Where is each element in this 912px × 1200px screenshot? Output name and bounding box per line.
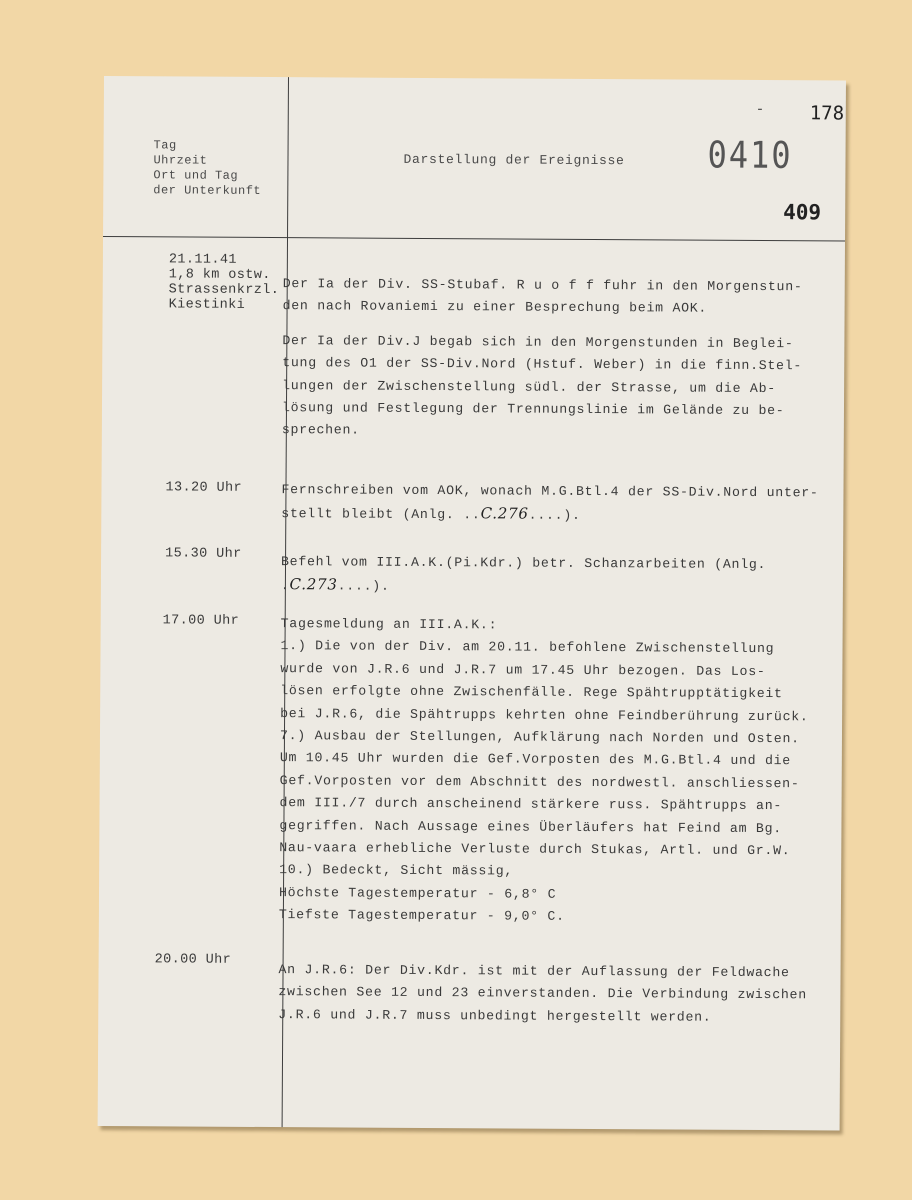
text-line: zwischen See 12 und 23 einverstanden. Die Verbindung zwischen (278, 984, 807, 1003)
text-line: 10.) Bedeckt, Sicht mässig, (279, 862, 514, 879)
text-line: Befehl vom III.A.K.(Pi.Kdr.) betr. Schanzarbeiten (Anlg. (280, 554, 767, 573)
header-title: Darstellung der Ereignisse (403, 151, 625, 169)
entry-5-time: 20.00 Uhr (154, 952, 232, 968)
text-line (281, 573, 766, 600)
text-fragment: . (280, 578, 290, 594)
entry-location-line: Kiestinki (168, 297, 246, 313)
text-fragment: stellt bleibt (Anlg. .. (281, 506, 481, 523)
entry-1-text (282, 273, 803, 445)
text-line: sprechen. (281, 422, 360, 439)
text-line: Fernschreiben vom AOK, wonach M.G.Btl.4 der SS-Div.Nord unter- (281, 482, 819, 501)
text-line: tung des O1 der SS-Div.Nord (Hstuf. Weber) in die finn.Stel- (282, 355, 803, 374)
text-fragment: ....). (337, 578, 390, 595)
text-line: Nau-vaara erhebliche Verluste durch Stukas, Artl. und Gr.W. (279, 840, 791, 859)
text-line: wurde von J.R.6 und J.R.7 um 17.45 Uhr bezogen. Das Los- (280, 660, 766, 679)
header-label: Uhrzeit (153, 153, 208, 168)
entry-3-text (281, 551, 766, 601)
page-number-mid: 409 (783, 200, 822, 225)
entry-2-text (281, 479, 818, 529)
text-line: Gef.Vorposten vor dem Abschnitt des nordwestl. anschliessen- (279, 772, 800, 792)
text-line: bei J.R.6, die Spähtrupps kehrten ohne Feindberührung zurück. (280, 705, 809, 724)
header-left-labels (153, 138, 261, 199)
entry-location-line: 1,8 km ostw. (168, 267, 271, 284)
text-line: An J.R.6: Der Div.Kdr. ist mit der Auflassung der Feldwache (278, 962, 790, 981)
entry-location-line: Strassenkrzl. (168, 282, 280, 299)
stamp-number: 0410 (707, 132, 793, 178)
text-line: J.R.6 und J.R.7 muss unbedingt hergestellt werden. (278, 1006, 712, 1025)
entry-date: 21.11.41 (168, 252, 237, 268)
text-line: Der Ia der Div.J begab sich in den Morgenstunden in Beglei- (282, 332, 794, 352)
entry-5-text (278, 959, 807, 1029)
text-line: Um 10.45 Uhr wurden die Gef.Vorposten des M.G.Btl.4 und die (279, 750, 792, 769)
text-line: 1.) Die von der Div. am 20.11. befohlene Zwischenstellung (280, 638, 775, 657)
text-line: den nach Rovaniemi zu einer Besprechung beim AOK. (282, 298, 708, 317)
text-line: Tiefste Tagestemperatur - 9,0° C. (278, 907, 565, 925)
text-line: lösung und Festlegung der Trennungslinie im Gelände zu be- (281, 400, 785, 419)
text-line: lungen der Zwischenstellung südl. der Strasse, um die Ab- (282, 377, 776, 396)
text-line: dem III./7 durch anscheinend stärkere russ. Spähtrupps an- (279, 795, 783, 814)
handwritten-annex-number: C.273 (289, 575, 338, 594)
header-label: der Unterkunft (153, 183, 262, 198)
text-line (281, 501, 818, 529)
entry-3-time: 15.30 Uhr (165, 546, 242, 562)
text-line: Höchste Tagestemperatur - 6,8° C (278, 884, 557, 902)
text-fragment: ....). (528, 508, 581, 524)
text-line: Tagesmeldung an III.A.K.: (280, 616, 498, 633)
text-line: lösen erfolgte ohne Zwischenfälle. Rege Spähtrupptätigkeit (280, 683, 783, 702)
header-label: Tag (153, 138, 177, 153)
handwritten-annex-number: C.276 (480, 504, 529, 524)
header-divider (103, 236, 845, 242)
page-dash: - (755, 101, 765, 119)
entry-4-time: 17.00 Uhr (162, 613, 240, 629)
text-line: 7.) Ausbau der Stellungen, Aufklärung nach Norden und Osten. (279, 728, 800, 747)
document-page (98, 76, 846, 1131)
entry-4-text (279, 613, 809, 930)
header-label: Ort und Tag (153, 168, 239, 183)
text-line: Der Ia der Div. SS-Stubaf. R u o f f fuhr in den Morgenstun- (282, 276, 803, 295)
page-number-top: 178 (809, 102, 845, 125)
text-line: gegriffen. Nach Aussage eines Überläufers hat Feind am Bg. (279, 817, 782, 836)
entry-2-time: 13.20 Uhr (165, 480, 243, 496)
entry-date-location (169, 252, 280, 313)
